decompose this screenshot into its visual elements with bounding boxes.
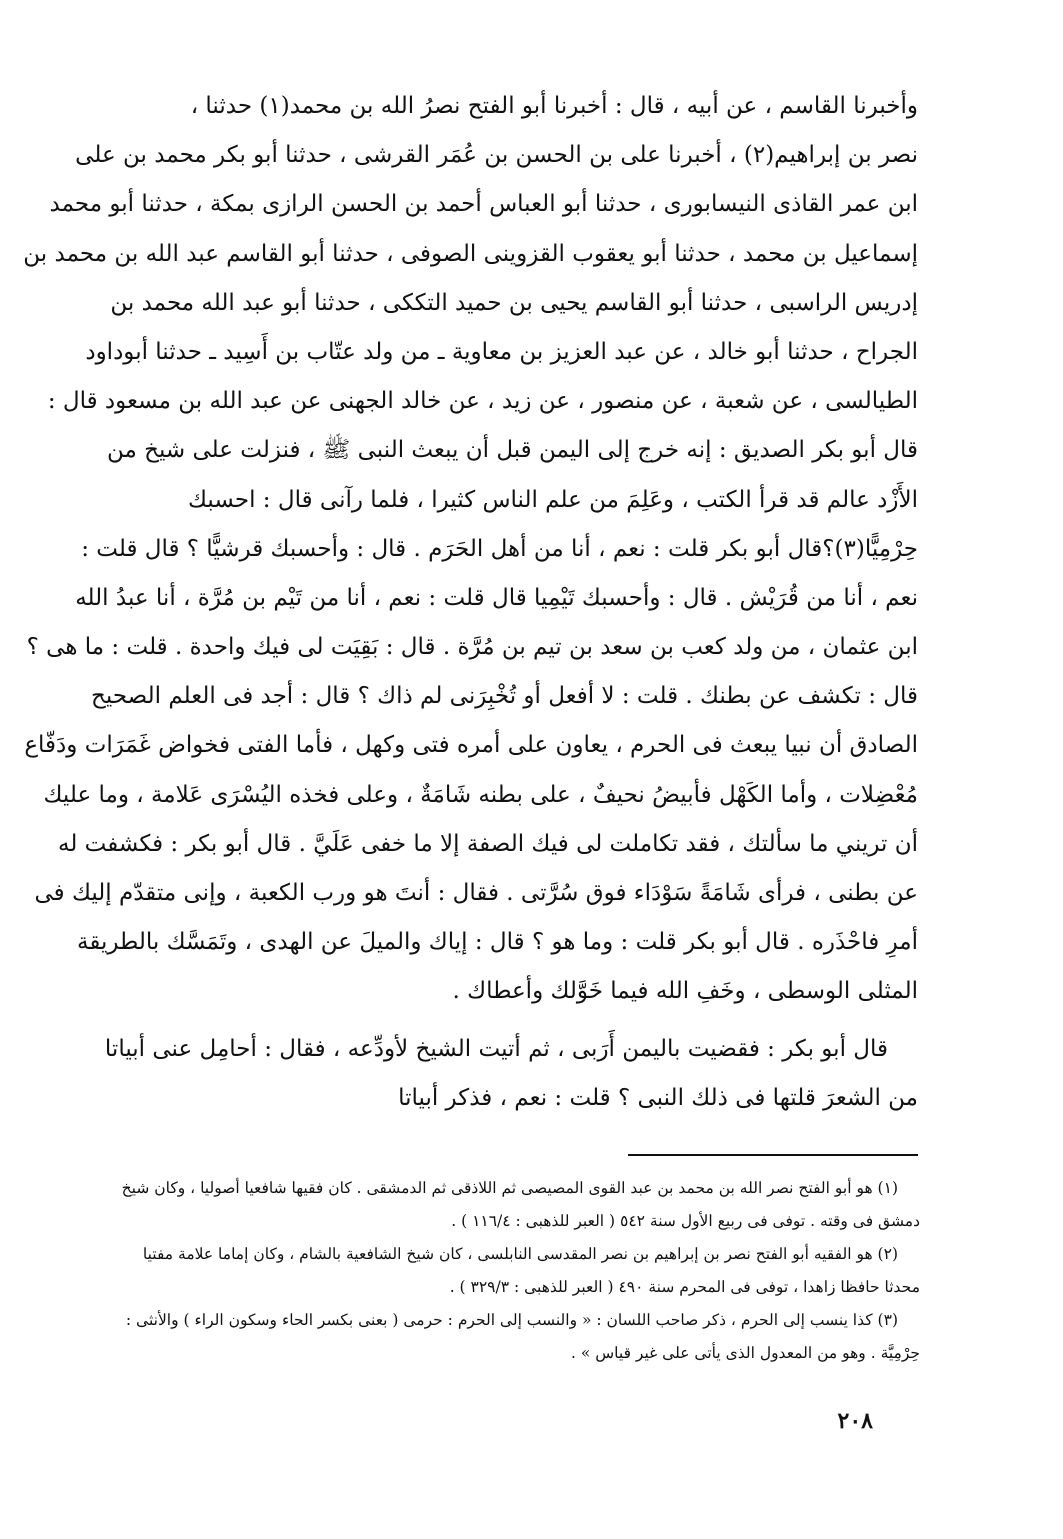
- text-line: إسماعيل بن محمد ، حدثنا أبو يعقوب القزوينى الصوفى ، حدثنا أبو القاسم عبد الله بن محمد بن: [23, 240, 918, 267]
- text-line: ابن عثمان ، من ولد كعب بن سعد بن تيم بن مُرَّة . قال : بَقِيَت لى فيك واحدة . قلت : ما هى ؟: [26, 634, 918, 661]
- text-line: نصر بن إبراهيم(٢) ، أخبرنا على بن الحسن بن عُمَر القرشى ، حدثنا أبو بكر محمد بن على: [75, 142, 918, 169]
- text-line: أمرِ فاحْذَره . قال أبو بكر قلت : وما هو ؟ قال : إياك والميلَ عن الهدى ، وتَمَسَّك بالطريقة: [76, 929, 918, 956]
- paragraph-1: [23, 82, 918, 1017]
- paragraph-gap: [192, 1017, 918, 1025]
- footnote-line: حِرْمِيَّة . وهو من المعدول الذى يأتى على غير قياس » .: [570, 1344, 920, 1362]
- footnote-line: محدثا حافظا زاهدا ، توفى فى المحرم سنة ٤٩٠ ( العبر للذهبى : ٣٢٩/٣ ) .: [449, 1278, 920, 1296]
- text-line: إدريس الراسبى ، حدثنا أبو القاسم يحيى بن حميد التككى ، حدثنا أبو عبد الله محمد بن: [110, 289, 918, 316]
- footnote-line: دمشق فى وقته . توفى فى ربيع الأول سنة ٥٤٢ ( العبر للذهبى : ١١٦/٤ ) .: [451, 1212, 920, 1230]
- text-line: قال أبو بكر : فقضيت باليمن أَرَبى ، ثم أتيت الشيخ لأودِّعه ، فقال : أحامِل عنى أبياتا: [104, 1035, 888, 1062]
- paragraph-2: [104, 1025, 918, 1123]
- text-line: الأَزْد عالم قد قرأ الكتب ، وعَلِمَ من علم الناس كثيرا ، فلما رآنى قال : احسبك: [188, 486, 918, 513]
- footnote-divider: [628, 1154, 918, 1156]
- text-line: الجراح ، حدثنا أبو خالد ، عن عبد العزيز بن معاوية ـ من ولد عتّاب بن أَسِيد ـ حدثنا أبوداود: [85, 338, 918, 365]
- page-number: ٢٠٨: [837, 1408, 873, 1434]
- footnote-line: (١) هو أبو الفتح نصر الله بن محمد بن عبد القوى المصيصى ثم اللاذقى ثم الدمشقى . كان فقيها شافعيا أصوليا ، وكان شيخ: [121, 1179, 898, 1197]
- text-line: أن تريني ما سألتك ، فقد تكاملت لى فيك الصفة إلا ما خفى عَلَيَّ . قال أبو بكر : فكشفت له: [58, 830, 918, 857]
- text-line: الطيالسى ، عن شعبة ، عن منصور ، عن زيد ، عن خالد الجهنى عن عبد الله بن مسعود قال :: [47, 388, 918, 415]
- text-line: عن بطنى ، فرأى شَامَةً سَوْدَاء فوق سُرَّتى . فقال : أنتَ هو ورب الكعبة ، وإنى متقدّم إليك فى: [34, 880, 918, 906]
- text-line: من الشعرَ قلتها فى ذلك النبى ؟ قلت : نعم ، فذكر أبياتا: [398, 1084, 918, 1111]
- footnote-3: [125, 1304, 920, 1370]
- footnote-1: [121, 1172, 920, 1238]
- text-line: مُعْضِلات ، وأما الكَهْل فأبيضُ نحيفٌ ، على بطنه شَامَةٌ ، وعلى فخذه اليُسْرَى عَلامة ، وما عليك: [43, 781, 918, 808]
- text-line: وأخبرنا القاسم ، عن أبيه ، قال : أخبرنا أبو الفتح نصرُ الله بن محمد(١) حدثنا ،: [190, 93, 918, 119]
- text-line: نعم ، أنا من قُرَيْش . قال : وأحسبك تَيْمِيا قال قلت : نعم ، أنا من تَيْم بن مُرَّة ، أنا عبدُ الله: [75, 584, 918, 611]
- text-line: قال : تكشف عن بطنك . قلت : لا أفعل أو تُخْبِرَنى لم ذاك ؟ قال : أجد فى العلم الصحيح: [91, 683, 918, 710]
- footnotes: [121, 1172, 920, 1370]
- text-line: حِرْمِيًّا(٣)؟قال أبو بكر قلت : نعم ، أنا من أهل الحَرَم . قال : وأحسبك قرشيًّا ؟ قال قلت :: [81, 535, 918, 562]
- main-text: [23, 82, 918, 1123]
- footnote-2: [142, 1238, 920, 1304]
- text-line: قال أبو بكر الصديق : إنه خرج إلى اليمن قبل أن يبعث النبى ﷺ ، فنزلت على شيخ من: [106, 437, 918, 464]
- text-line: المثلى الوسطى ، وخَفِ الله فيما خَوَّلك وأعطاك .: [452, 978, 918, 1005]
- text-line: ابن عمر القاذى النيسابورى ، حدثنا أبو العباس أحمد بن الحسن الرازى بمكة ، حدثنا أبو محمد: [49, 191, 918, 218]
- text-line: الصادق أن نبيا يبعث فى الحرم ، يعاون على أمره فتى وكهل ، فأما الفتى فخواض غَمَرَات ودَفّاع: [24, 732, 918, 759]
- footnote-line: (٣) كذا ينسب إلى الحرم ، ذكر صاحب اللسان : « والنسب إلى الحرم : حرمى ( بعنى بكسر الحاء وسكون الراء ) والأنثى :: [125, 1311, 898, 1329]
- footnote-line: (٢) هو الفقيه أبو الفتح نصر بن إبراهيم بن نصر المقدسى النابلسى ، كان شيخ الشافعية بالشام ، وكان إماما علامة مفتيا: [142, 1245, 898, 1263]
